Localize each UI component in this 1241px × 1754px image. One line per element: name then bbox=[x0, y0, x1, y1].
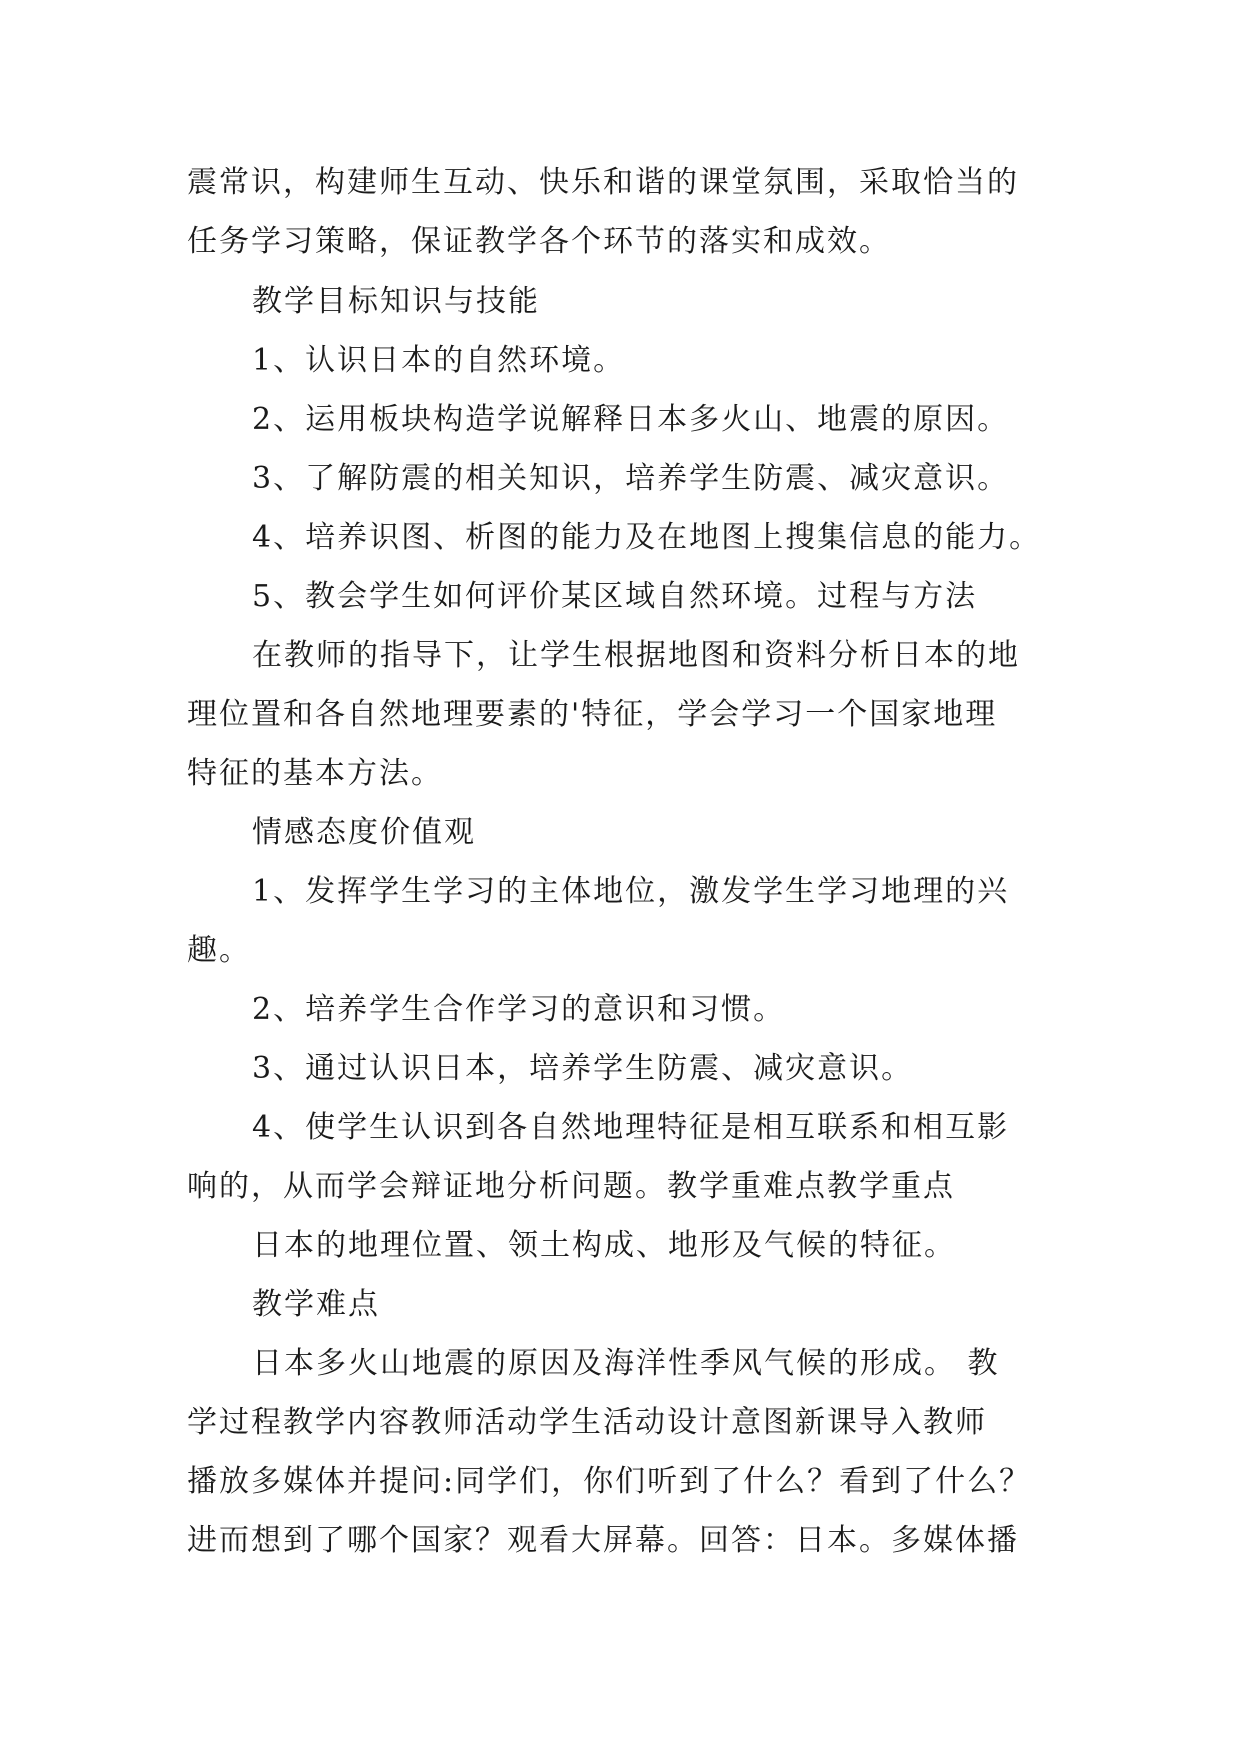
paragraph-line: 任务学习策略，保证教学各个环节的落实和成效。 bbox=[187, 224, 891, 259]
paragraph-line: 进而想到了哪个国家？观看大屏幕。回答：日本。多媒体播 bbox=[187, 1523, 1019, 1558]
list-item: 5、教会学生如何评价某区域自然环境。过程与方法 bbox=[252, 579, 978, 614]
paragraph-line: 响的，从而学会辩证地分析问题。教学重难点教学重点 bbox=[187, 1169, 955, 1204]
paragraph-line: 在教师的指导下，让学生根据地图和资料分析日本的地 bbox=[252, 638, 1020, 673]
list-item: 4、使学生认识到各自然地理特征是相互联系和相互影 bbox=[252, 1110, 1010, 1145]
section-heading: 情感态度价值观 bbox=[252, 815, 476, 850]
section-heading: 教学难点 bbox=[252, 1287, 380, 1322]
list-item: 1、发挥学生学习的主体地位，激发学生学习地理的兴 bbox=[252, 874, 1010, 909]
paragraph-line: 日本的地理位置、领土构成、地形及气候的特征。 bbox=[252, 1228, 956, 1263]
paragraph-line: 播放多媒体并提问:同学们，你们听到了什么？看到了什么？ bbox=[187, 1464, 1032, 1499]
paragraph-line: 震常识，构建师生互动、快乐和谐的课堂氛围，采取恰当的 bbox=[187, 165, 1019, 200]
list-item: 4、培养识图、析图的能力及在地图上搜集信息的能力。 bbox=[252, 520, 1042, 555]
list-item: 3、通过认识日本，培养学生防震、减灾意识。 bbox=[252, 1051, 914, 1086]
paragraph-line: 理位置和各自然地理要素的'特征，学会学习一个国家地理 bbox=[187, 697, 998, 732]
section-heading: 教学目标知识与技能 bbox=[252, 284, 540, 319]
paragraph-line: 日本多火山地震的原因及海洋性季风气候的形成。 教 bbox=[252, 1346, 1000, 1381]
paragraph-line: 学过程教学内容教师活动学生活动设计意图新课导入教师 bbox=[187, 1405, 987, 1440]
list-item: 2、运用板块构造学说解释日本多火山、地震的原因。 bbox=[252, 402, 1010, 437]
list-item: 2、培养学生合作学习的意识和习惯。 bbox=[252, 992, 786, 1027]
list-item: 3、了解防震的相关知识，培养学生防震、减灾意识。 bbox=[252, 461, 1010, 496]
paragraph-line: 趣。 bbox=[187, 933, 251, 968]
paragraph-line: 特征的基本方法。 bbox=[187, 756, 443, 791]
list-item: 1、认识日本的自然环境。 bbox=[252, 343, 626, 378]
